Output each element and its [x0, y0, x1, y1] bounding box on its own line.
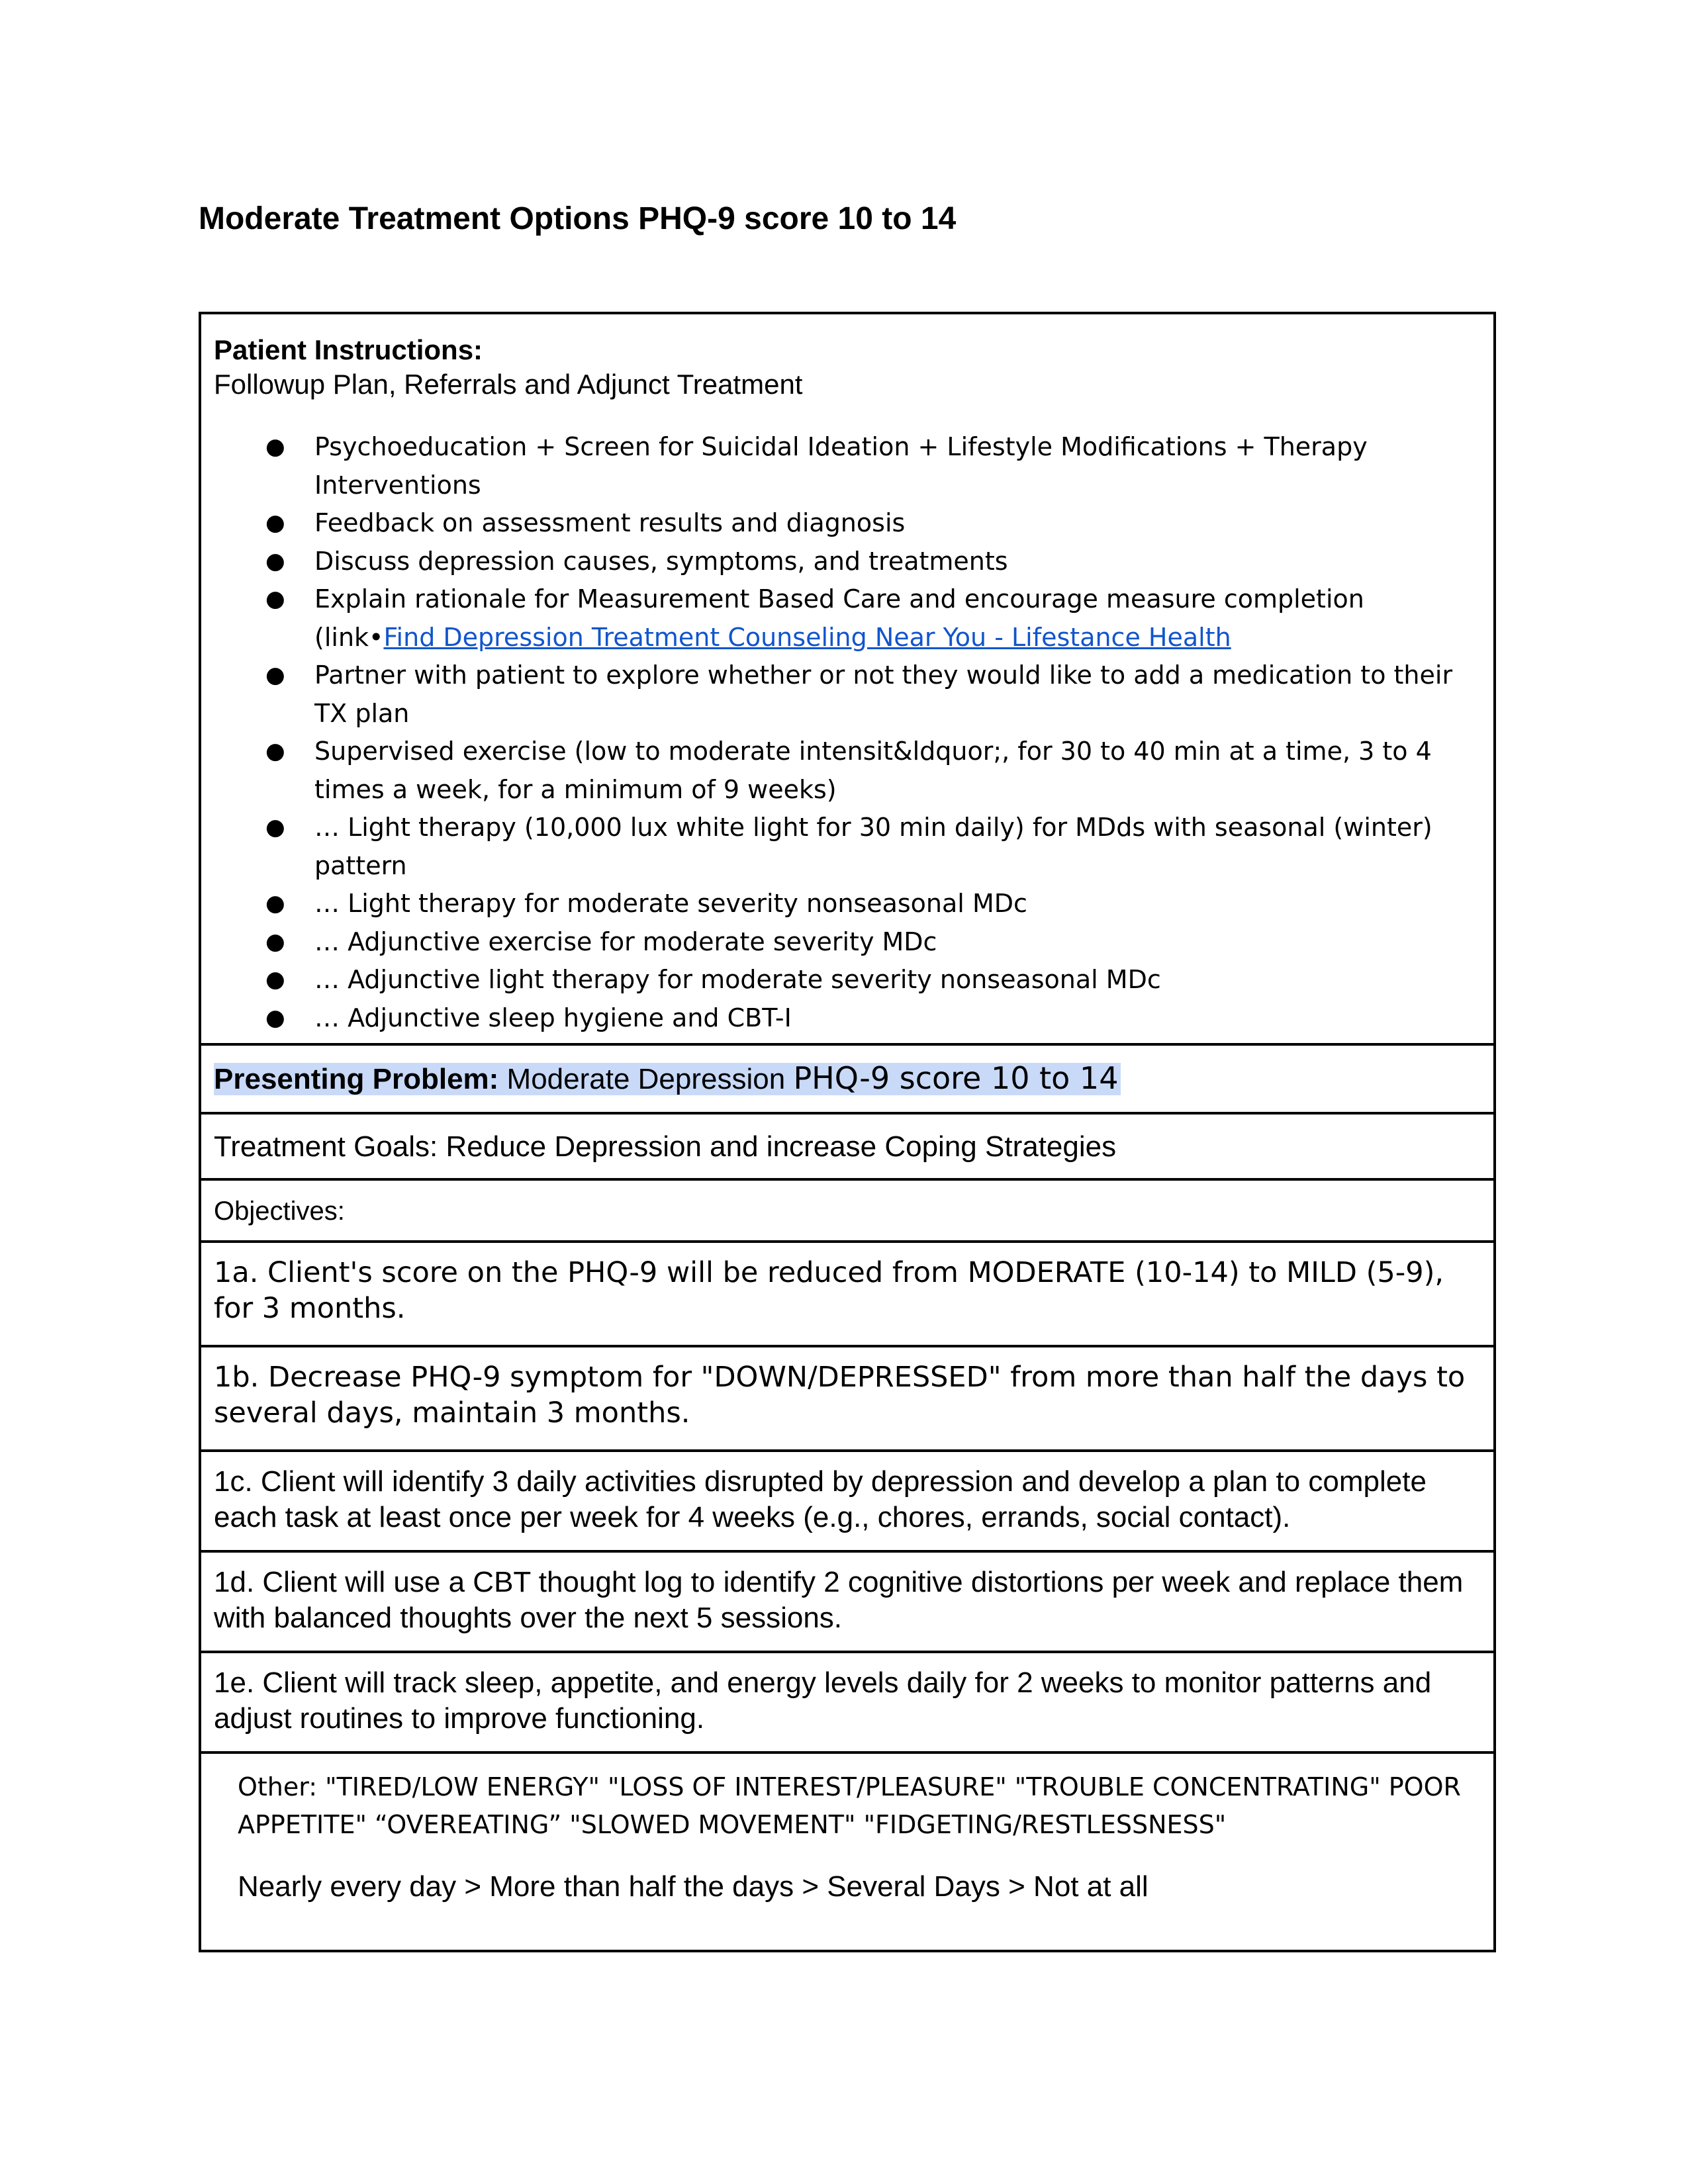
instructions-bullet-list	[214, 428, 1483, 1037]
list-item	[214, 504, 1483, 543]
objective-1b-cell: 1b. Decrease PHQ-9 symptom for "DOWN/DEPRESSED" from more than half the days to several days, maintain 3 months.	[201, 1345, 1493, 1449]
bullet-text: Feedback on assessment results and diagnosis	[314, 508, 906, 537]
list-item	[214, 657, 1483, 733]
bullet-icon: ●	[265, 662, 285, 688]
objective-1a-cell: 1a. Client's score on the PHQ-9 will be reduced from MODERATE (10-14) to MILD (5-9), for 3 months.	[201, 1240, 1493, 1345]
lifestance-health-link[interactable]: Find Depression Treatment Counseling Near You - Lifestance Health	[383, 622, 1231, 652]
presenting-problem-score: PHQ-9 score 10 to 14	[793, 1060, 1119, 1096]
bullet-text: Explain rationale for Measurement Based Care and encourage measure completion (link•	[314, 584, 1364, 652]
objective-1e-cell: 1e. Client will track sleep, appetite, and energy levels daily for 2 weeks to monitor patterns and adjust routines to improve functioning.	[201, 1651, 1493, 1751]
frequency-scale-text: Nearly every day > More than half the days > Several Days > Not at all	[238, 1870, 1149, 1903]
bullet-icon: ●	[265, 814, 285, 841]
bullet-icon: ●	[265, 1004, 285, 1031]
presenting-problem-label: Presenting Problem:	[214, 1063, 499, 1095]
list-item	[214, 580, 1483, 657]
presenting-problem-highlight	[214, 1060, 1121, 1096]
patient-instructions-cell	[201, 314, 1493, 1043]
bullet-icon: ●	[265, 928, 285, 955]
bullet-icon: ●	[265, 433, 285, 460]
treatment-goals-cell: Treatment Goals: Reduce Depression and increase Coping Strategies	[201, 1112, 1493, 1178]
patient-instructions-heading: Patient Instructions:	[214, 334, 483, 365]
objective-1d-cell: 1d. Client will use a CBT thought log to identify 2 cognitive distortions per week and replace them with balanced thoughts over the next 5 sessions.	[201, 1550, 1493, 1651]
bullet-icon: ●	[265, 510, 285, 536]
bullet-text: Psychoeducation + Screen for Suicidal Ideation + Lifestyle Modifications + Therapy Interventions	[314, 432, 1368, 500]
bullet-text: Discuss depression causes, symptoms, and treatments	[314, 546, 1008, 576]
patient-instructions-subheading: Followup Plan, Referrals and Adjunct Treatment	[214, 369, 803, 400]
presenting-problem-cell	[201, 1043, 1493, 1112]
other-symptoms-text: Other: "TIRED/LOW ENERGY" "LOSS OF INTEREST/PLEASURE" "TROUBLE CONCENTRATING" POOR APPETITE" “OVEREATING” "SLOWED MOVEMENT" "FIDGETING/RESTLESSNESS"	[238, 1772, 1461, 1839]
objectives-label-cell: Objectives:	[201, 1178, 1493, 1240]
bullet-icon: ●	[265, 738, 285, 764]
bullet-text: … Light therapy for moderate severity nonseasonal MDc	[314, 889, 1027, 918]
list-item	[214, 733, 1483, 809]
list-item	[214, 923, 1483, 962]
bullet-icon: ●	[265, 966, 285, 993]
treatment-plan-table	[199, 312, 1496, 1952]
list-item	[214, 885, 1483, 923]
list-item	[214, 809, 1483, 885]
list-item	[214, 543, 1483, 581]
bullet-icon: ●	[265, 586, 285, 612]
list-item	[214, 999, 1483, 1038]
bullet-text: … Adjunctive exercise for moderate severity MDc	[314, 927, 937, 956]
bullet-text: Partner with patient to explore whether or not they would like to add a medication to their TX plan	[314, 660, 1453, 728]
objective-1c-cell: 1c. Client will identify 3 daily activities disrupted by depression and develop a plan to complete each task at least once per week for 4 weeks (e.g., chores, errands, social contact).	[201, 1449, 1493, 1550]
bullet-icon: ●	[265, 547, 285, 574]
bullet-text: … Adjunctive sleep hygiene and CBT-I	[314, 1003, 792, 1032]
other-symptoms-cell	[201, 1751, 1493, 1950]
presenting-problem-text: Moderate Depression	[498, 1063, 794, 1095]
bullet-text: … Adjunctive light therapy for moderate severity nonseasonal MDc	[314, 965, 1161, 994]
list-item	[214, 428, 1483, 504]
bullet-text: … Light therapy (10,000 lux white light for 30 min daily) for MDds with seasonal (winter) pattern	[314, 813, 1432, 880]
list-item	[214, 961, 1483, 999]
bullet-text: Supervised exercise (low to moderate intensit&ldquor;, for 30 to 40 min at a time, 3 to 4 times a week, for a minimum of 9 weeks)	[314, 737, 1432, 804]
bullet-icon: ●	[265, 890, 285, 917]
page-title: Moderate Treatment Options PHQ-9 score 10 to 14	[199, 201, 957, 236]
